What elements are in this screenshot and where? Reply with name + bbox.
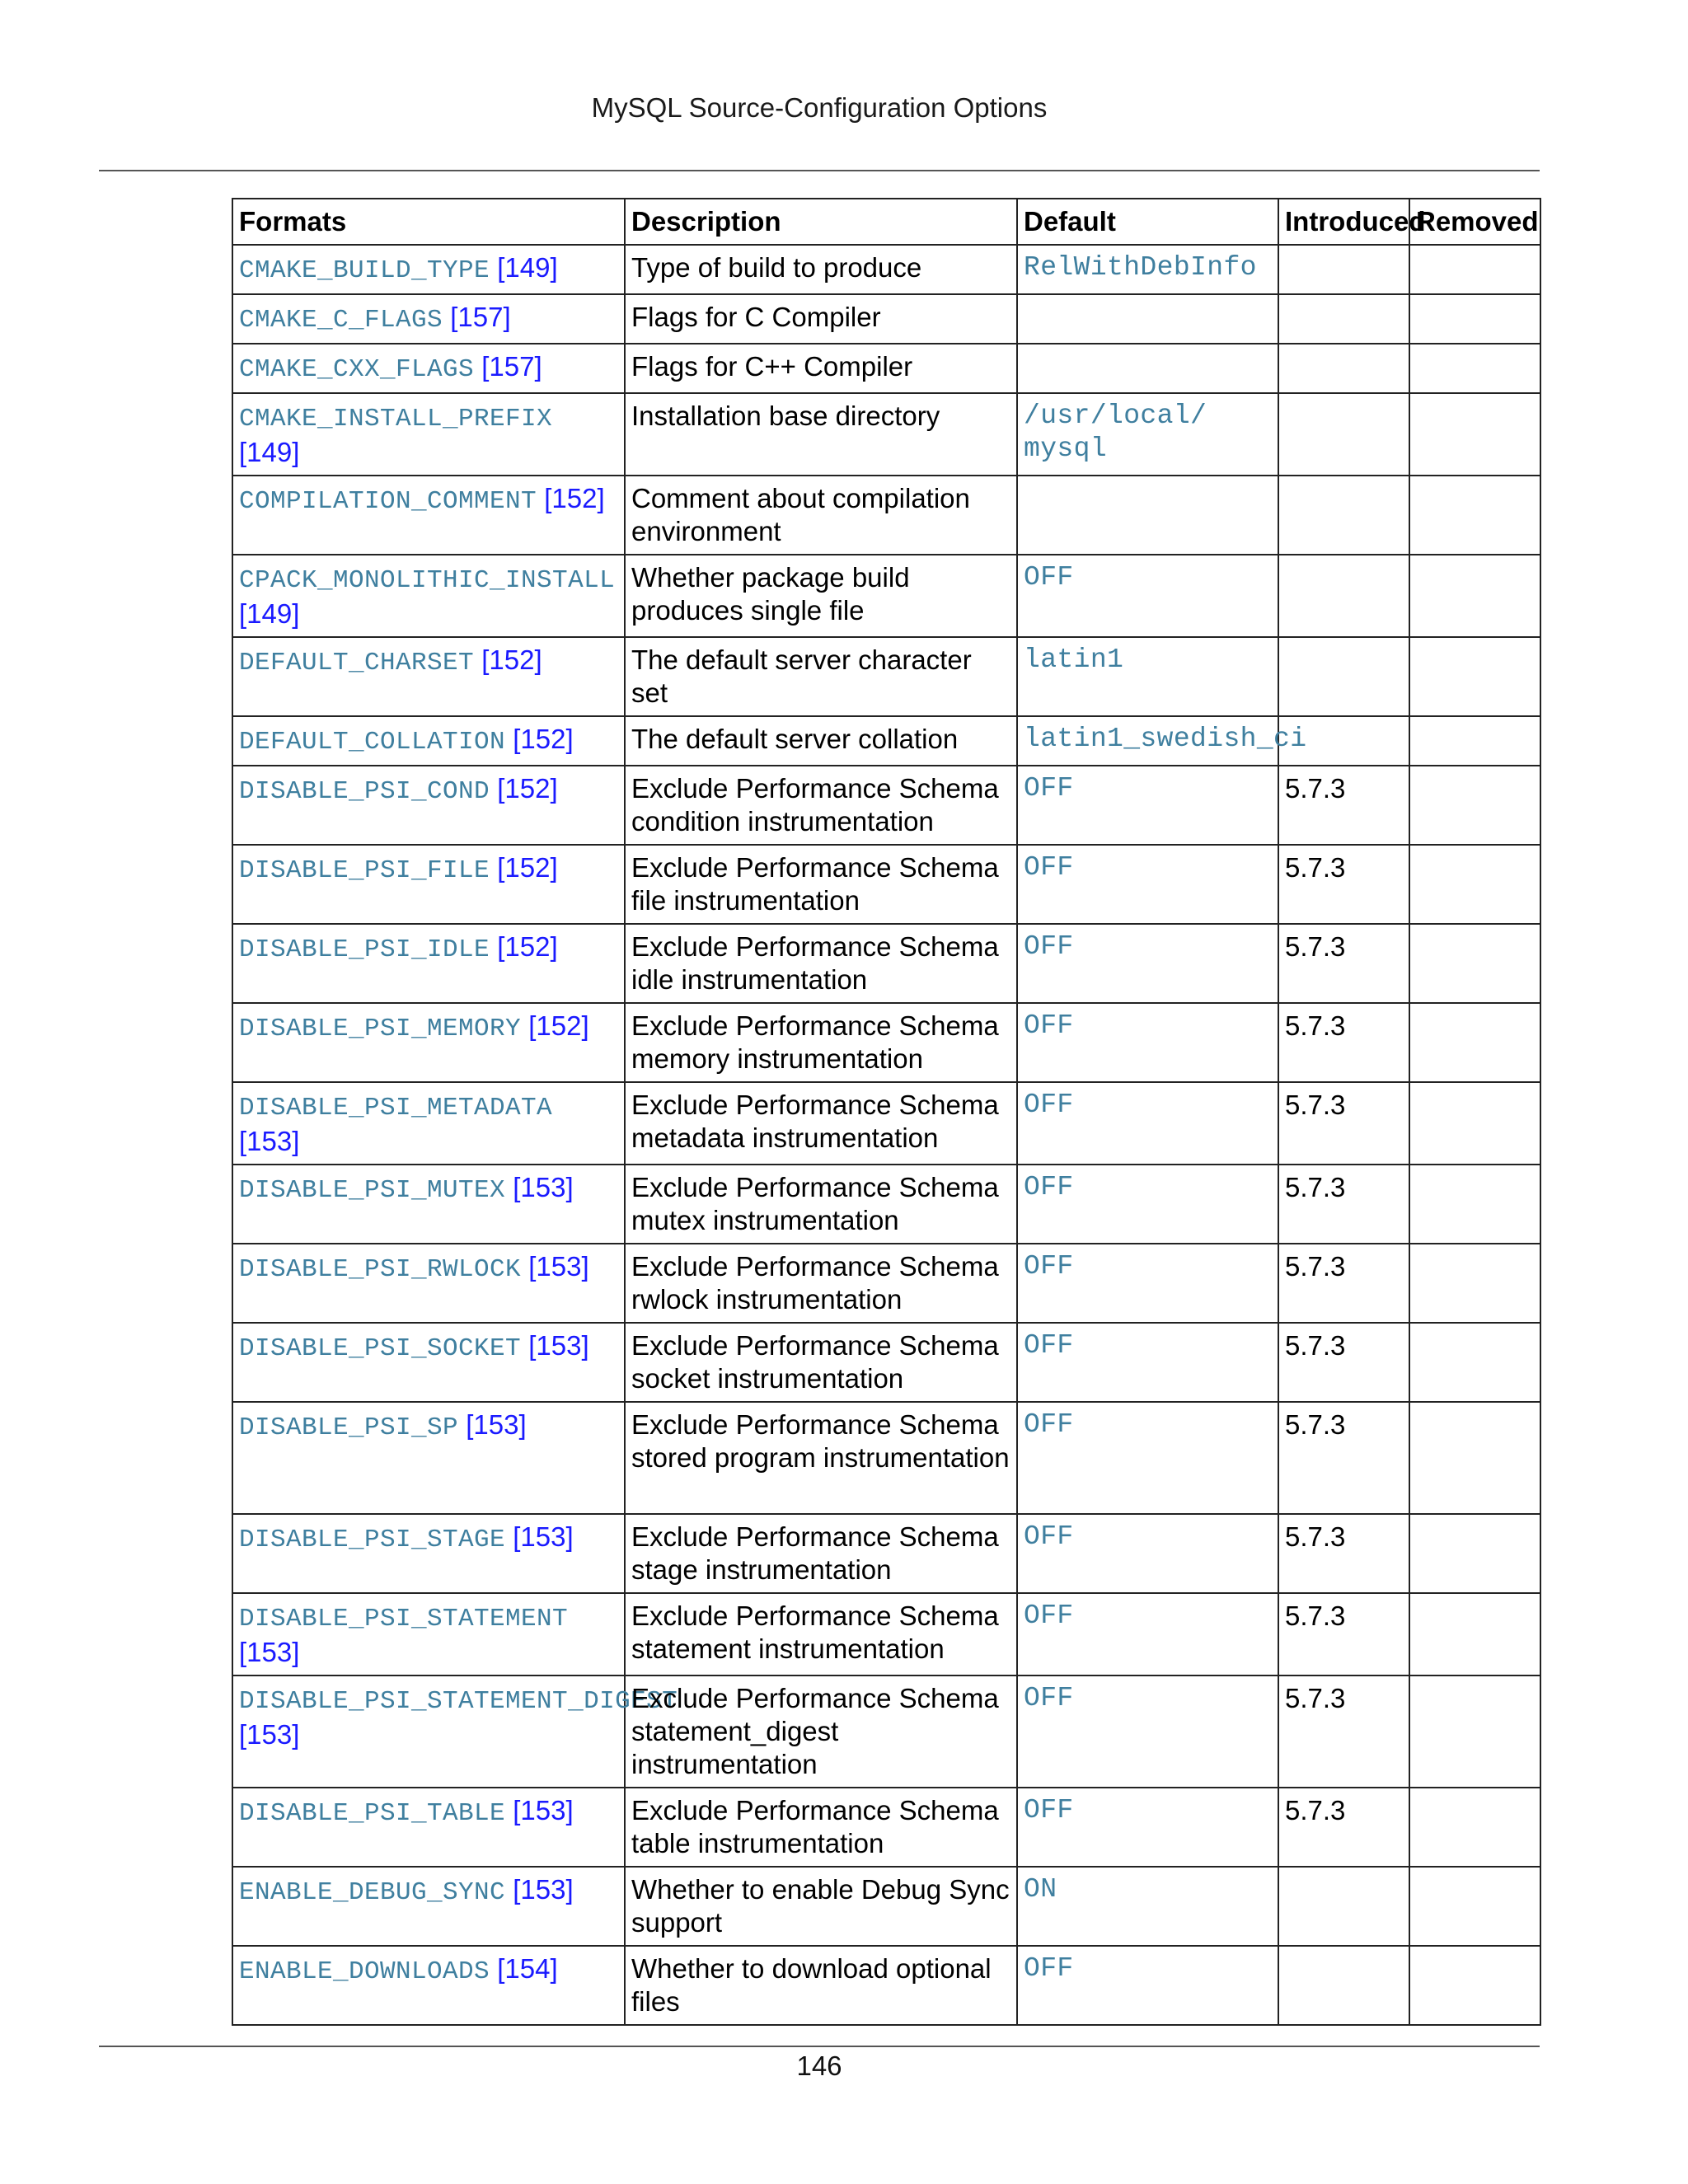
description-cell: Flags for C++ Compiler [625,344,1017,393]
option-name-link[interactable]: CMAKE_CXX_FLAGS [239,355,475,384]
option-name-link[interactable]: DISABLE_PSI_MUTEX [239,1176,506,1205]
page-reference-link[interactable]: [153] [466,1409,527,1440]
introduced-cell: 5.7.3 [1278,1323,1409,1402]
removed-cell [1409,1675,1540,1788]
introduced-cell: 5.7.3 [1278,1675,1409,1788]
column-header-description: Description [625,199,1017,245]
option-name-link[interactable]: DEFAULT_COLLATION [239,728,506,757]
table-row [232,1402,1540,1514]
description-cell: The default server character set [625,637,1017,716]
description-cell: Installation base directory [625,393,1017,476]
description-cell: Exclude Performance Schema table instrumentation [625,1788,1017,1867]
option-name-link[interactable]: DISABLE_PSI_RWLOCK [239,1255,522,1284]
option-name-link[interactable]: DISABLE_PSI_SP [239,1413,459,1442]
default-cell [1017,476,1278,555]
removed-cell [1409,1003,1540,1082]
format-cell [232,1675,678,1788]
format-cell [232,1082,625,1165]
option-name-link[interactable]: ENABLE_DOWNLOADS [239,1957,490,1986]
page-reference-link[interactable]: [149] [239,437,300,467]
default-cell: OFF [1017,1788,1278,1867]
table-row [232,344,1540,393]
table-row [232,1003,1540,1082]
option-name-link[interactable]: DISABLE_PSI_TABLE [239,1799,506,1828]
table-row [232,1788,1540,1867]
introduced-cell: 5.7.3 [1278,1788,1409,1867]
description-cell: Exclude Performance Schema statement_digest instrumentation [625,1675,1017,1788]
page-reference-link[interactable]: [153] [513,1521,574,1552]
column-header-default: Default [1017,199,1278,245]
page-reference-link[interactable]: [157] [450,302,511,332]
format-cell [232,476,625,555]
description-cell: Whether package build produces single file [625,555,1017,637]
format-cell [232,845,625,924]
description-cell: Type of build to produce [625,245,1017,294]
introduced-cell [1278,393,1409,476]
introduced-cell: 5.7.3 [1278,1082,1409,1165]
removed-cell [1409,344,1540,393]
introduced-cell [1278,1867,1409,1946]
introduced-cell: 5.7.3 [1278,1514,1409,1593]
removed-cell [1409,1165,1540,1244]
table-row [232,1323,1540,1402]
options-table [232,198,1541,2026]
removed-cell [1409,845,1540,924]
table-row [232,1946,1540,2025]
page-reference-link[interactable]: [149] [239,598,300,629]
introduced-cell [1278,294,1409,344]
option-name-link[interactable]: CMAKE_C_FLAGS [239,306,443,335]
format-cell [232,1165,625,1244]
table-row [232,1514,1540,1593]
format-cell [232,637,625,716]
option-name-link[interactable]: DISABLE_PSI_METADATA [239,1094,553,1122]
removed-cell [1409,555,1540,637]
page-reference-link[interactable]: [149] [497,252,558,283]
table-row [232,476,1540,555]
removed-cell [1409,294,1540,344]
default-cell: latin1 [1017,637,1278,716]
table-row [232,924,1540,1003]
removed-cell [1409,766,1540,845]
format-cell [232,344,625,393]
table-row [232,1082,1540,1165]
format-cell [232,1323,625,1402]
page-reference-link[interactable]: [153] [513,1172,574,1202]
introduced-cell: 5.7.3 [1278,766,1409,845]
default-cell: OFF [1017,1165,1278,1244]
introduced-cell: 5.7.3 [1278,924,1409,1003]
option-name-link[interactable]: DISABLE_PSI_MEMORY [239,1015,522,1043]
page-reference-link[interactable]: [152] [497,852,558,883]
introduced-cell: 5.7.3 [1278,1593,1409,1675]
description-cell: Whether to download optional files [625,1946,1017,2025]
table-row [232,845,1540,924]
table-row [232,1675,1540,1788]
table-row [232,1593,1540,1675]
removed-cell [1409,637,1540,716]
introduced-cell: 5.7.3 [1278,1402,1409,1514]
default-cell: OFF [1017,555,1278,637]
description-cell: Exclude Performance Schema file instrumentation [625,845,1017,924]
format-cell [232,1593,625,1675]
table-row [232,393,1540,476]
table-body [232,245,1540,2025]
removed-cell [1409,393,1540,476]
page-reference-link[interactable]: [152] [497,931,558,962]
page-reference-link[interactable]: [153] [528,1330,589,1361]
page-reference-link[interactable]: [152] [513,724,574,754]
page-reference-link[interactable]: [152] [544,483,605,513]
format-cell [232,1867,625,1946]
removed-cell [1409,1867,1540,1946]
page-header: MySQL Source-Configuration Options [591,92,1048,123]
option-name-link[interactable]: DISABLE_PSI_STAGE [239,1526,506,1554]
default-cell: OFF [1017,845,1278,924]
format-cell [232,1244,625,1323]
removed-cell [1409,1788,1540,1867]
removed-cell [1409,716,1540,766]
description-cell: Exclude Performance Schema rwlock instrumentation [625,1244,1017,1323]
page-reference-link[interactable]: [153] [239,1637,300,1667]
description-cell: Exclude Performance Schema stage instrumentation [625,1514,1017,1593]
description-cell: Whether to enable Debug Sync support [625,1867,1017,1946]
default-cell: OFF [1017,766,1278,845]
introduced-cell [1278,344,1409,393]
table-row [232,766,1540,845]
removed-cell [1409,1593,1540,1675]
option-name-link[interactable]: DISABLE_PSI_COND [239,777,490,806]
default-cell: latin1_swedish_ci [1017,716,1278,766]
table-row [232,1165,1540,1244]
page-reference-link[interactable]: [157] [481,351,542,382]
removed-cell [1409,1323,1540,1402]
format-cell [232,716,625,766]
format-cell [232,924,625,1003]
description-cell: Exclude Performance Schema stored program instrumentation [625,1402,1017,1514]
format-cell [232,1514,625,1593]
format-cell [232,766,625,845]
page-reference-link[interactable]: [153] [513,1874,574,1905]
header-rule [99,170,1540,171]
option-name-link[interactable]: DISABLE_PSI_IDLE [239,935,490,964]
page-reference-link[interactable]: [153] [239,1126,300,1156]
table-row [232,1867,1540,1946]
default-cell: OFF [1017,1003,1278,1082]
removed-cell [1409,1402,1540,1514]
description-cell: Exclude Performance Schema statement instrumentation [625,1593,1017,1675]
option-name-link[interactable]: CMAKE_BUILD_TYPE [239,256,490,285]
introduced-cell [1278,1946,1409,2025]
format-cell [232,1788,625,1867]
description-cell: Exclude Performance Schema idle instrumentation [625,924,1017,1003]
description-cell: The default server collation [625,716,1017,766]
description-cell: Exclude Performance Schema memory instrumentation [625,1003,1017,1082]
description-cell: Exclude Performance Schema metadata instrumentation [625,1082,1017,1165]
format-cell [232,393,625,476]
removed-cell [1409,924,1540,1003]
introduced-cell: 5.7.3 [1278,1003,1409,1082]
option-name-link[interactable]: CPACK_MONOLITHIC_INSTALL [239,566,616,595]
removed-cell [1409,1082,1540,1165]
table-row [232,245,1540,294]
option-name-link[interactable]: ENABLE_DEBUG_SYNC [239,1878,506,1907]
description-cell: Comment about compilation environment [625,476,1017,555]
default-cell: OFF [1017,1082,1278,1165]
table-row [232,637,1540,716]
column-header-formats: Formats [232,199,625,245]
default-cell: ON [1017,1867,1278,1946]
description-cell: Exclude Performance Schema mutex instrumentation [625,1165,1017,1244]
option-name-link[interactable]: DISABLE_PSI_STATEMENT [239,1605,569,1633]
introduced-cell [1278,555,1409,637]
default-cell: OFF [1017,1244,1278,1323]
description-cell: Exclude Performance Schema socket instrumentation [625,1323,1017,1402]
option-name-link[interactable]: DISABLE_PSI_SOCKET [239,1334,522,1363]
option-name-link[interactable]: CMAKE_INSTALL_PREFIX [239,405,553,434]
page-reference-link[interactable]: [152] [497,773,558,804]
default-cell: OFF [1017,1323,1278,1402]
removed-cell [1409,476,1540,555]
default-cell: OFF [1017,1675,1278,1788]
column-header-introduced: Introduced [1278,199,1409,245]
table-row [232,1244,1540,1323]
format-cell [232,245,625,294]
page-reference-link[interactable]: [152] [481,644,542,675]
default-cell [1017,344,1278,393]
default-cell: OFF [1017,1593,1278,1675]
description-cell: Flags for C Compiler [625,294,1017,344]
introduced-cell [1278,637,1409,716]
page-reference-link[interactable]: [153] [239,1719,300,1750]
default-cell: OFF [1017,924,1278,1003]
page-reference-link[interactable]: [152] [528,1010,589,1041]
page-reference-link[interactable]: [153] [513,1795,574,1825]
table-row [232,555,1540,637]
option-name-link[interactable]: DISABLE_PSI_STATEMENT_DIGEST [239,1687,678,1716]
page-reference-link[interactable]: [153] [528,1251,589,1282]
removed-cell [1409,1946,1540,2025]
description-cell: Exclude Performance Schema condition instrumentation [625,766,1017,845]
column-header-removed: Removed [1409,199,1540,245]
default-cell: OFF [1017,1402,1278,1514]
table-header-row [232,199,1540,245]
removed-cell [1409,245,1540,294]
introduced-cell: 5.7.3 [1278,845,1409,924]
format-cell [232,1946,625,2025]
page-reference-link[interactable]: [154] [497,1953,558,1984]
removed-cell [1409,1514,1540,1593]
option-name-link[interactable]: COMPILATION_COMMENT [239,487,537,516]
option-name-link[interactable]: DEFAULT_CHARSET [239,649,475,677]
table-row [232,716,1540,766]
default-cell: OFF [1017,1946,1278,2025]
page-number: 146 [796,2050,842,2081]
format-cell [232,294,625,344]
option-name-link[interactable]: DISABLE_PSI_FILE [239,856,490,885]
introduced-cell: 5.7.3 [1278,1244,1409,1323]
format-cell [232,1402,625,1514]
introduced-cell [1278,245,1409,294]
table-row [232,294,1540,344]
footer-rule [99,2046,1540,2047]
default-cell: OFF [1017,1514,1278,1593]
default-cell: /usr/local/ mysql [1017,393,1278,476]
default-cell [1017,294,1278,344]
default-cell: RelWithDebInfo [1017,245,1278,294]
introduced-cell: 5.7.3 [1278,1165,1409,1244]
format-cell [232,555,625,637]
format-cell [232,1003,625,1082]
introduced-cell [1278,476,1409,555]
removed-cell [1409,1244,1540,1323]
